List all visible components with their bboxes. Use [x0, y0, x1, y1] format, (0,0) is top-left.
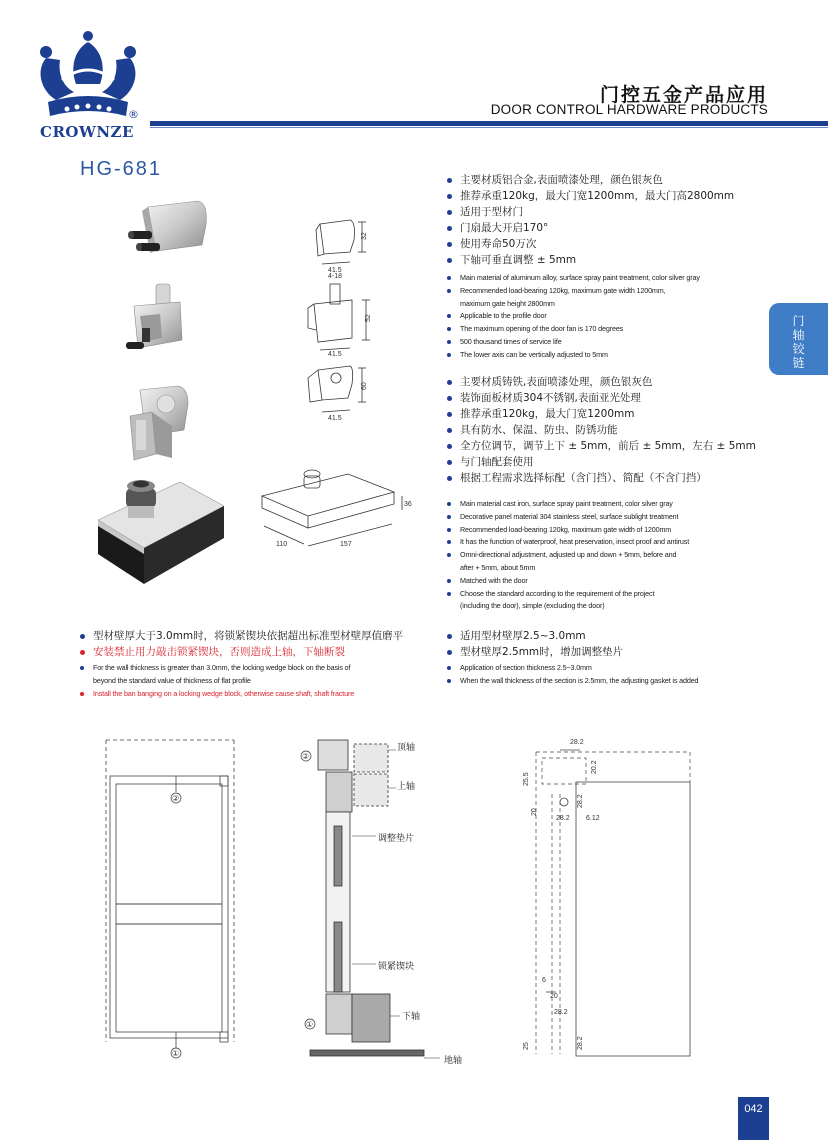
notes-left-cn [78, 628, 438, 660]
note-item: For the wall thickness is greater than 3.0mm, the locking wedge block on the basis of [78, 662, 438, 675]
spec-item: Applicable to the profile door [445, 310, 765, 323]
cad-dim: 20 [531, 808, 538, 816]
label-lower-shaft: 下轴 [402, 1012, 421, 1022]
notes-right-en [445, 662, 785, 688]
note-item: 型材壁厚大于3.0mm时，将锁紧锲块依据超出标准型材壁厚值磨平 [78, 628, 438, 644]
note-item: Application of section thickness 2.5~3.0mm [445, 662, 785, 675]
spec-item: 500 thousand times of service life [445, 336, 765, 349]
dim-mid-pivot-shaft: 4-18 [328, 273, 343, 280]
callout-2: ② [302, 752, 310, 761]
spec-item: 推荐承重120kg，最大门宽1200mm，最大门高2800mm [445, 188, 785, 204]
category-tab[interactable] [769, 303, 828, 375]
header-rule [150, 121, 828, 126]
spec-item: after + 5mm, about 5mm [460, 562, 536, 572]
spec-item: 根据工程需求选择标配（含门挡）、简配（不含门挡） [445, 470, 785, 486]
cad-dim: 20.2 [591, 760, 598, 774]
page-number: 042 [738, 1097, 769, 1140]
cad-dim: 25.5 [523, 772, 530, 786]
spec-item: The lower axis can be vertically adjusted to 5mm [445, 349, 765, 362]
cad-dim: 28.2 [577, 794, 584, 808]
spec-item: 门扇最大开启170° [445, 220, 785, 236]
spec-item: Main material of aluminum alloy, surface spray paint treatment, color silver gray [445, 272, 765, 285]
dim-mid-pivot-height: 52 [365, 314, 372, 322]
spec-item: 使用寿命50万次 [445, 236, 785, 252]
spec-item: Matched with the door [445, 575, 765, 588]
cad-dim: 20 [550, 993, 558, 1000]
door-elevation-drawing [100, 732, 240, 1064]
cad-dim: 25 [523, 1042, 530, 1050]
warning-note: Install the ban banging on a locking wedge block, otherwise cause shaft, shaft fracture [78, 688, 438, 701]
spec-item: The maximum opening of the door fan is 170 degrees [445, 323, 765, 336]
header-rule-thin [150, 127, 828, 128]
dim-floor-spring-height: 36 [404, 501, 412, 508]
pivot-dimension-drawing [516, 734, 698, 1060]
note-item: When the wall thickness of the section is 2.5mm, the adjusting gasket is added [445, 675, 785, 688]
label-floor-shaft: 地轴 [444, 1056, 463, 1066]
spec-item: Omni-directional adjustment, adjusted up and down + 5mm, before and [445, 549, 765, 562]
spec-item: 下轴可垂直调整 ± 5mm [445, 252, 785, 268]
spec2-en-list [445, 498, 765, 613]
dim-mid-pivot-width: 41.5 [328, 351, 342, 358]
floor-spring-drawing [256, 462, 416, 562]
floor-spring-photo [92, 478, 228, 588]
spec-item: 具有防水、保温、防虫、防锈功能 [445, 422, 785, 438]
cad-dim: 28.2 [570, 739, 584, 746]
notes-right-cn [445, 628, 765, 660]
spec-item: 主要材质铸铁,表面喷漆处理，颜色银灰色 [445, 374, 785, 390]
cad-dim: 28.2 [554, 1009, 568, 1016]
spec-item: Decorative panel material 304 stainless steel, surface sublight treatment [445, 511, 765, 524]
tab-char: 门 [792, 314, 805, 328]
note-item: 型材壁厚2.5mm时，增加调整垫片 [445, 644, 765, 660]
spec-item: Recommended load-bearing 120kg, maximum gate width of 1200mm [445, 524, 765, 537]
dim-top-pivot-height: 32 [361, 232, 368, 240]
spec-item: maximum gate height 2800mm [460, 298, 555, 308]
spec2-cn-list [445, 374, 785, 486]
notes-left-en [78, 662, 438, 700]
label-adjust-gasket: 调整垫片 [378, 834, 415, 844]
dim-floor-spring-width: 110 [276, 541, 288, 548]
cad-dim: 6 [542, 977, 546, 984]
mid-pivot-drawing [292, 268, 387, 358]
registered-mark: ® [128, 108, 139, 121]
cad-dim: 28.2 [577, 1036, 584, 1050]
dim-bottom-pivot-width: 41.5 [328, 415, 342, 422]
tab-char: 轴 [792, 328, 805, 342]
spec-item: 推荐承重120kg，最大门宽1200mm [445, 406, 785, 422]
brand-name: CROWNZE [40, 123, 134, 141]
spec-item: 主要材质铝合金,表面喷漆处理，颜色银灰色 [445, 172, 785, 188]
spec-item: 装饰面板材质304不锈钢,表面亚光处理 [445, 390, 785, 406]
top-pivot-photo [120, 195, 210, 270]
bottom-pivot-photo [122, 382, 194, 464]
spec-item: Choose the standard according to the requirement of the project [445, 588, 765, 601]
spec1-cn-list [445, 172, 785, 268]
note-item: beyond the standard value of thickness of flat profile [93, 675, 251, 685]
tab-char: 链 [792, 356, 805, 370]
crown-icon [34, 30, 142, 125]
mid-pivot-photo [120, 282, 190, 362]
callout-1: ① [306, 1020, 314, 1029]
model-number: HG-681 [80, 158, 163, 180]
spec-item: 全方位调节，调节上下 ± 5mm，前后 ± 5mm，左右 ± 5mm [445, 438, 785, 454]
spec-item: 适用于型材门 [445, 204, 785, 220]
dim-bottom-pivot-height: 60 [361, 382, 368, 390]
tab-char: 铰 [792, 342, 805, 356]
cad-dim: 28.2 [556, 815, 570, 822]
page-title-cn: 门控五金产品应用 [599, 84, 768, 106]
warning-note: 安装禁止用力敲击锁紧锲块，否则造成上轴，下轴断裂 [78, 644, 438, 660]
label-top-shaft: 顶轴 [397, 743, 416, 753]
label-upper-shaft: 上轴 [397, 782, 416, 792]
spec1-en-list [445, 272, 765, 362]
spec-item: 与门轴配套使用 [445, 454, 785, 470]
label-locking-wedge: 锁紧锲块 [378, 962, 415, 972]
note-item: 适用型材壁厚2.5~3.0mm [445, 628, 765, 644]
spec-item: (including the door), simple (excluding the door) [460, 601, 605, 611]
spec-item: Main material cast iron, surface spray paint treatment, color silver gray [445, 498, 765, 511]
callout-1: ① [172, 1049, 180, 1058]
crownze-logo [34, 30, 142, 130]
dim-floor-spring-length: 157 [340, 541, 352, 548]
pivot-section-drawing [296, 732, 456, 1092]
cad-dim: 6.12 [586, 815, 600, 822]
page-title-en: DOOR CONTROL HARDWARE PRODUCTS [490, 102, 768, 117]
callout-2: ② [172, 794, 180, 803]
spec-item: Recommended load-bearing 120kg, maximum gate width 1200mm, [445, 285, 765, 298]
dim-top-pivot-width: 41.5 [328, 267, 342, 274]
bottom-pivot-drawing [292, 362, 387, 422]
spec-item: It has the function of waterproof, heat preservation, insect proof and antirust [445, 536, 765, 549]
